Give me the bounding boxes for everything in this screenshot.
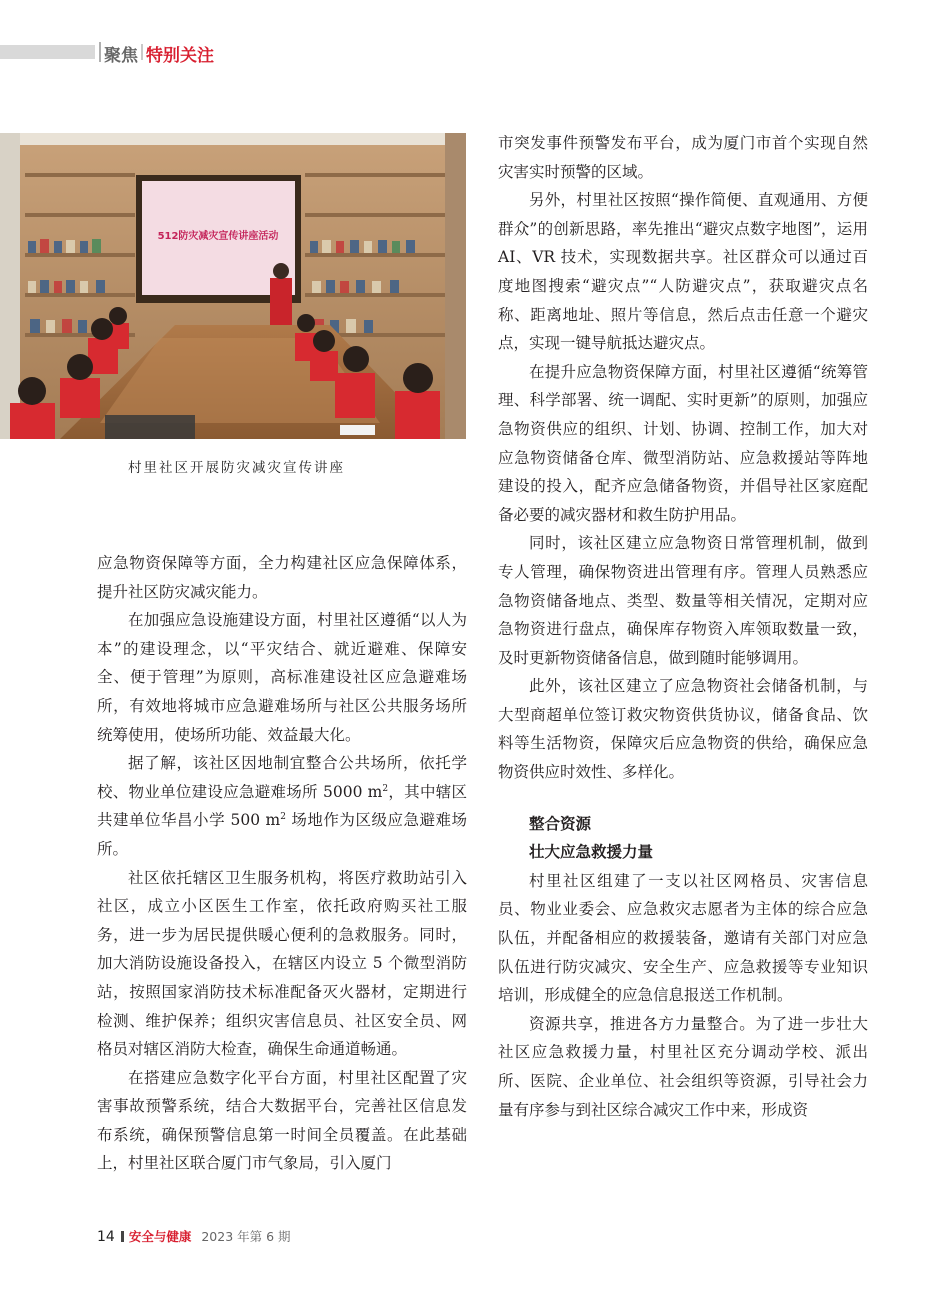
right-paragraph-7: 资源共享，推进各方力量整合。为了进一步壮大社区应急救援力量，村里社区充分调动学校、派出所、医院、企业单位、社会组织等资源，引导社会力量有序参与到社区综合减灾工作中来，形成资 <box>498 1014 868 1119</box>
projector-screen-text: 512防灾减灾宣传讲座活动 <box>157 231 279 242</box>
section-heading-2: 壮大应急救援力量 <box>529 843 654 862</box>
right-paragraph-2: 另外，村里社区按照“操作简便、直观通用、方便群众”的创新思路，率先推出“避灾点数字地图”，运用 AI、VR 技术，实现数据共享。社区群众可以通过百度地图搜索“避灾点”“人防避灾点”，获取避灾点名称、距离地址、照片等信息，然后点击任意一个避灾点，实现一键导航抵达避灾点。 <box>498 191 868 353</box>
left-paragraph-5: 在搭建应急数字化平台方面，村里社区配置了灾害事故预警系统，结合大数据平台，完善社区信息发布系统，确保预警信息第一时间全员覆盖。在此基础上，村里社区联合厦门市气象局，引入厦门 <box>97 1068 467 1173</box>
issue-label: 2023 年第 6 期 <box>201 1229 291 1244</box>
header-divider-2 <box>141 44 143 60</box>
page-footer <box>97 1227 291 1245</box>
subsection-label: 特别关注 <box>146 46 214 66</box>
footer-bar-icon <box>121 1231 124 1242</box>
lecture-photo <box>0 133 466 439</box>
left-paragraph-4: 社区依托辖区卫生服务机构，将医疗救助站引入社区，成立小区医生工作室，依托政府购买社工服务，进一步为居民提供暖心便利的急救服务。同时，加大消防设施设备投入，在辖区内设立 5 个微型消防站，按照国家消防技术标准配备灭火器材，定期进行检测、维护保养；组织灾害信息员、社区安全员、网格员对辖区消防大检查，确保生命通道畅通。 <box>97 868 467 1059</box>
left-p3-part-b: ，其中辖区共建单位华昌小学 500 m <box>97 782 467 830</box>
magazine-name: 安全与健康 <box>128 1229 192 1244</box>
photo-caption: 村里社区开展防灾减灾宣传讲座 <box>128 460 345 476</box>
header-divider <box>99 42 101 62</box>
right-paragraph-4: 同时，该社区建立应急物资日常管理机制，做到专人管理，确保物资进出管理有序。管理人员熟悉应急物资储备地点、类型、数量等相关情况，定期对应急物资进行盘点，确保库存物资入库领取数量一致，及时更新物资储备信息，做到随时能够调用。 <box>498 534 868 667</box>
right-paragraph-6: 村里社区组建了一支以社区网格员、灾害信息员、物业业委会、应急救灾志愿者为主体的综合应急队伍，并配备相应的救援装备，邀请有关部门对应急队伍进行防灾减灾、安全生产、应急救援等专业知识培训，形成健全的应急信息报送工作机制。 <box>498 871 868 1005</box>
section-heading-1: 整合资源 <box>529 814 592 833</box>
superscript-2b: 2 <box>280 812 286 823</box>
left-p3-part-c: 场地作为区级应急避难场所。 <box>97 811 467 858</box>
superscript-2: 2 <box>382 783 389 794</box>
left-paragraph-1: 应急物资保障等方面，全力构建社区应急保障体系，提升社区防灾减灾能力。 <box>97 554 467 601</box>
section-gap <box>498 787 868 810</box>
left-column <box>97 549 467 1178</box>
header-gray-bar <box>0 45 95 59</box>
right-paragraph-3: 在提升应急物资保障方面，村里社区遵循“统筹管理、科学部署、统一调配、实时更新”的原则，加强应急物资供应的组织、计划、协调、控制工作，加大对应急物资储备仓库、微型消防站、应急救援站等阵地建设的投入，配齐应急储备物资，并倡导社区家庭配备必要的减灾器材和救生防护用品。 <box>498 362 868 524</box>
section-label: 聚焦 <box>104 46 138 66</box>
classroom-illustration <box>0 133 466 439</box>
left-paragraph-3 <box>97 749 467 863</box>
right-paragraph-5: 此外，该社区建立了应急物资社会储备机制，与大型商超单位签订救灾物资供货协议，储备食品、饮料等生活物资，保障灾后应急物资的供给，确保应急物资供应时效性、多样化。 <box>498 677 868 782</box>
page-number: 14 <box>97 1229 115 1245</box>
left-paragraph-2: 在加强应急设施建设方面，村里社区遵循“以人为本”的建设理念，以“平灾结合、就近避难、保障安全、便于管理”为原则，高标准建设社区应急避难场所，有效地将城市应急避难场所与社区公共服务场所统筹使用，使场所功能、效益最大化。 <box>97 611 467 744</box>
right-paragraph-1: 市突发事件预警发布平台，成为厦门市首个实现自然灾害实时预警的区域。 <box>498 134 868 181</box>
left-p3-part-a: 据了解，该社区因地制宜整合公共场所，依托学校、物业单位建设应急避难场所 5000 m <box>97 754 467 801</box>
right-column <box>498 129 868 1124</box>
